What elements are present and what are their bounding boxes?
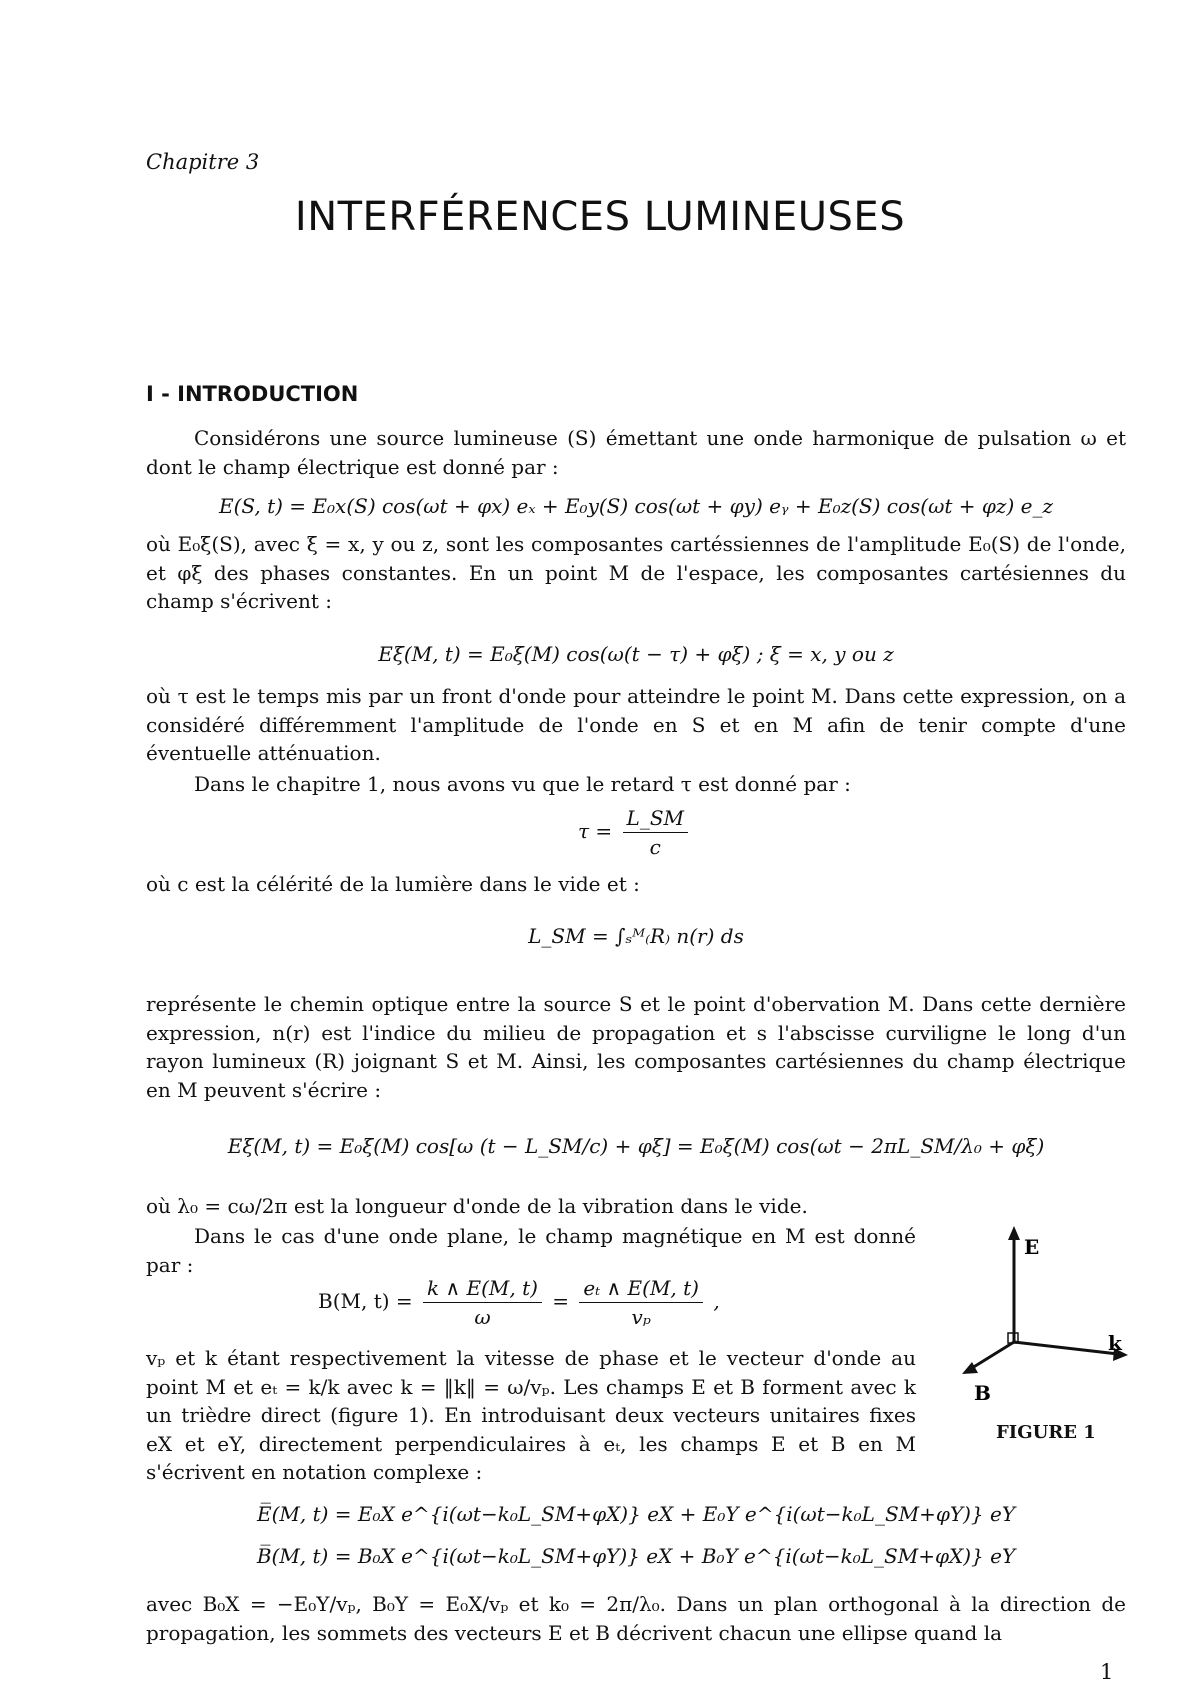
- paragraph-4: Dans le chapitre 1, nous avons vu que le retard τ est donné par :: [194, 772, 851, 796]
- label-b: B: [974, 1381, 991, 1405]
- equation-8: B̅(M, t) = B₀X e^{i(ωt−k₀L_SM+φY)} eX + B₀Y e^{i(ωt−k₀L_SM+φX)} eY: [256, 1544, 1016, 1568]
- paragraph-3: où τ est le temps mis par un front d'onde pour atteindre le point M. Dans cette expression, on a considéré différemment l'amplitude de l'onde en S et en M afin de tenir compte d'une éventuelle atténuation.: [146, 684, 1126, 765]
- eq3-denominator: c: [649, 835, 661, 859]
- eq6-numerator-2: eₜ ∧ E(M, t): [579, 1276, 703, 1303]
- paragraph-8: Dans le cas d'une onde plane, le champ magnétique en M est donné par :: [146, 1224, 916, 1277]
- eq3-numerator: L_SM: [623, 806, 688, 833]
- e-arrowhead: [1008, 1226, 1020, 1240]
- paragraph-9: vₚ et k étant respectivement la vitesse de phase et le vecteur d'onde au point M et eₜ = k/k avec k = ‖k‖ = ω/vₚ. Les champs E et B forment avec k un trièdre direct (figure 1). En introduisant deux vecteurs unitaires fixes eX et eY, directement perpendiculaires à eₜ, les champs E et B en M s'écrivent en notation complexe :: [146, 1346, 916, 1484]
- paragraph-6: représente le chemin optique entre la source S et le point d'obervation M. Dans cette dernière expression, n(r) est l'indice du milieu de propagation et s l'abscisse curviligne le long d'un rayon lumineux (R) joignant S et M. Ainsi, les composantes cartésiennes du champ électrique en M peuvent s'écrire :: [146, 992, 1126, 1102]
- k-vector-axis: [1014, 1342, 1118, 1354]
- page-number: 1: [1100, 1660, 1114, 1684]
- equation-2: Eξ(M, t) = E₀ξ(M) cos(ω(t − τ) + φξ) ; ξ = x, y ou z: [378, 642, 894, 666]
- chapter-title: INTERFÉRENCES LUMINEUSES: [294, 194, 906, 240]
- b-vector-axis: [972, 1342, 1014, 1368]
- eq3-lhs: τ =: [578, 819, 613, 843]
- figure-caption: FIGURE 1: [996, 1422, 1096, 1443]
- paragraph-10: avec B₀X = −E₀Y/vₚ, B₀Y = E₀X/vₚ et k₀ = 2π/λ₀. Dans un plan orthogonal à la direction de propagation, les sommets des vecteurs E et B décrivent chacun une ellipse quand la: [146, 1592, 1126, 1645]
- equation-5: Eξ(M, t) = E₀ξ(M) cos[ω (t − L_SM/c) + φξ] = E₀ξ(M) cos(ωt − 2πL_SM/λ₀ + φξ): [227, 1134, 1045, 1158]
- chapter-label: Chapitre 3: [146, 150, 260, 174]
- equation-3: [578, 806, 692, 859]
- paragraph-2: où E₀ξ(S), avec ξ = x, y ou z, sont les composantes cartéssiennes de l'amplitude E₀(S) de l'onde, et φξ des phases constantes. En un point M de l'espace, les composantes cartésiennes du champ s'écrivent :: [146, 532, 1126, 613]
- label-k: k: [1108, 1331, 1122, 1355]
- eq6-lhs: B(M, t) =: [318, 1289, 413, 1313]
- eq6-denominator-1: ω: [474, 1305, 491, 1329]
- eq6-denominator-2: vₚ: [631, 1305, 651, 1329]
- equation-7: E̅(M, t) = E₀X e^{i(ωt−k₀L_SM+φX)} eX + E₀Y e^{i(ωt−k₀L_SM+φY)} eY: [256, 1502, 1016, 1526]
- equation-6: [318, 1276, 720, 1329]
- eq6-fraction-1: [423, 1276, 542, 1329]
- paragraph-1: Considérons une source lumineuse (S) émettant une onde harmonique de pulsation ω et dont le champ électrique est donné par :: [146, 426, 1126, 479]
- eq6-fraction-2: [579, 1276, 703, 1329]
- eq6-equals: =: [552, 1289, 570, 1313]
- label-e: E: [1024, 1235, 1040, 1259]
- figure-1-triad: [950, 1220, 1150, 1420]
- equation-4: L_SM = ∫ₛᴹ₍R₎ n(r) ds: [528, 924, 744, 948]
- b-arrowhead: [962, 1362, 978, 1374]
- eq6-numerator-1: k ∧ E(M, t): [423, 1276, 542, 1303]
- paragraph-7: où λ₀ = cω/2π est la longueur d'onde de la vibration dans le vide.: [146, 1194, 808, 1218]
- eq6-comma: ,: [713, 1289, 720, 1313]
- paragraph-5: où c est la célérité de la lumière dans le vide et :: [146, 872, 640, 896]
- equation-1: E(S, t) = E₀x(S) cos(ωt + φx) eₓ + E₀y(S) cos(ωt + φy) eᵧ + E₀z(S) cos(ωt + φz) e_z: [219, 494, 1053, 518]
- section-heading: I - INTRODUCTION: [146, 382, 359, 406]
- eq3-fraction: [623, 806, 688, 859]
